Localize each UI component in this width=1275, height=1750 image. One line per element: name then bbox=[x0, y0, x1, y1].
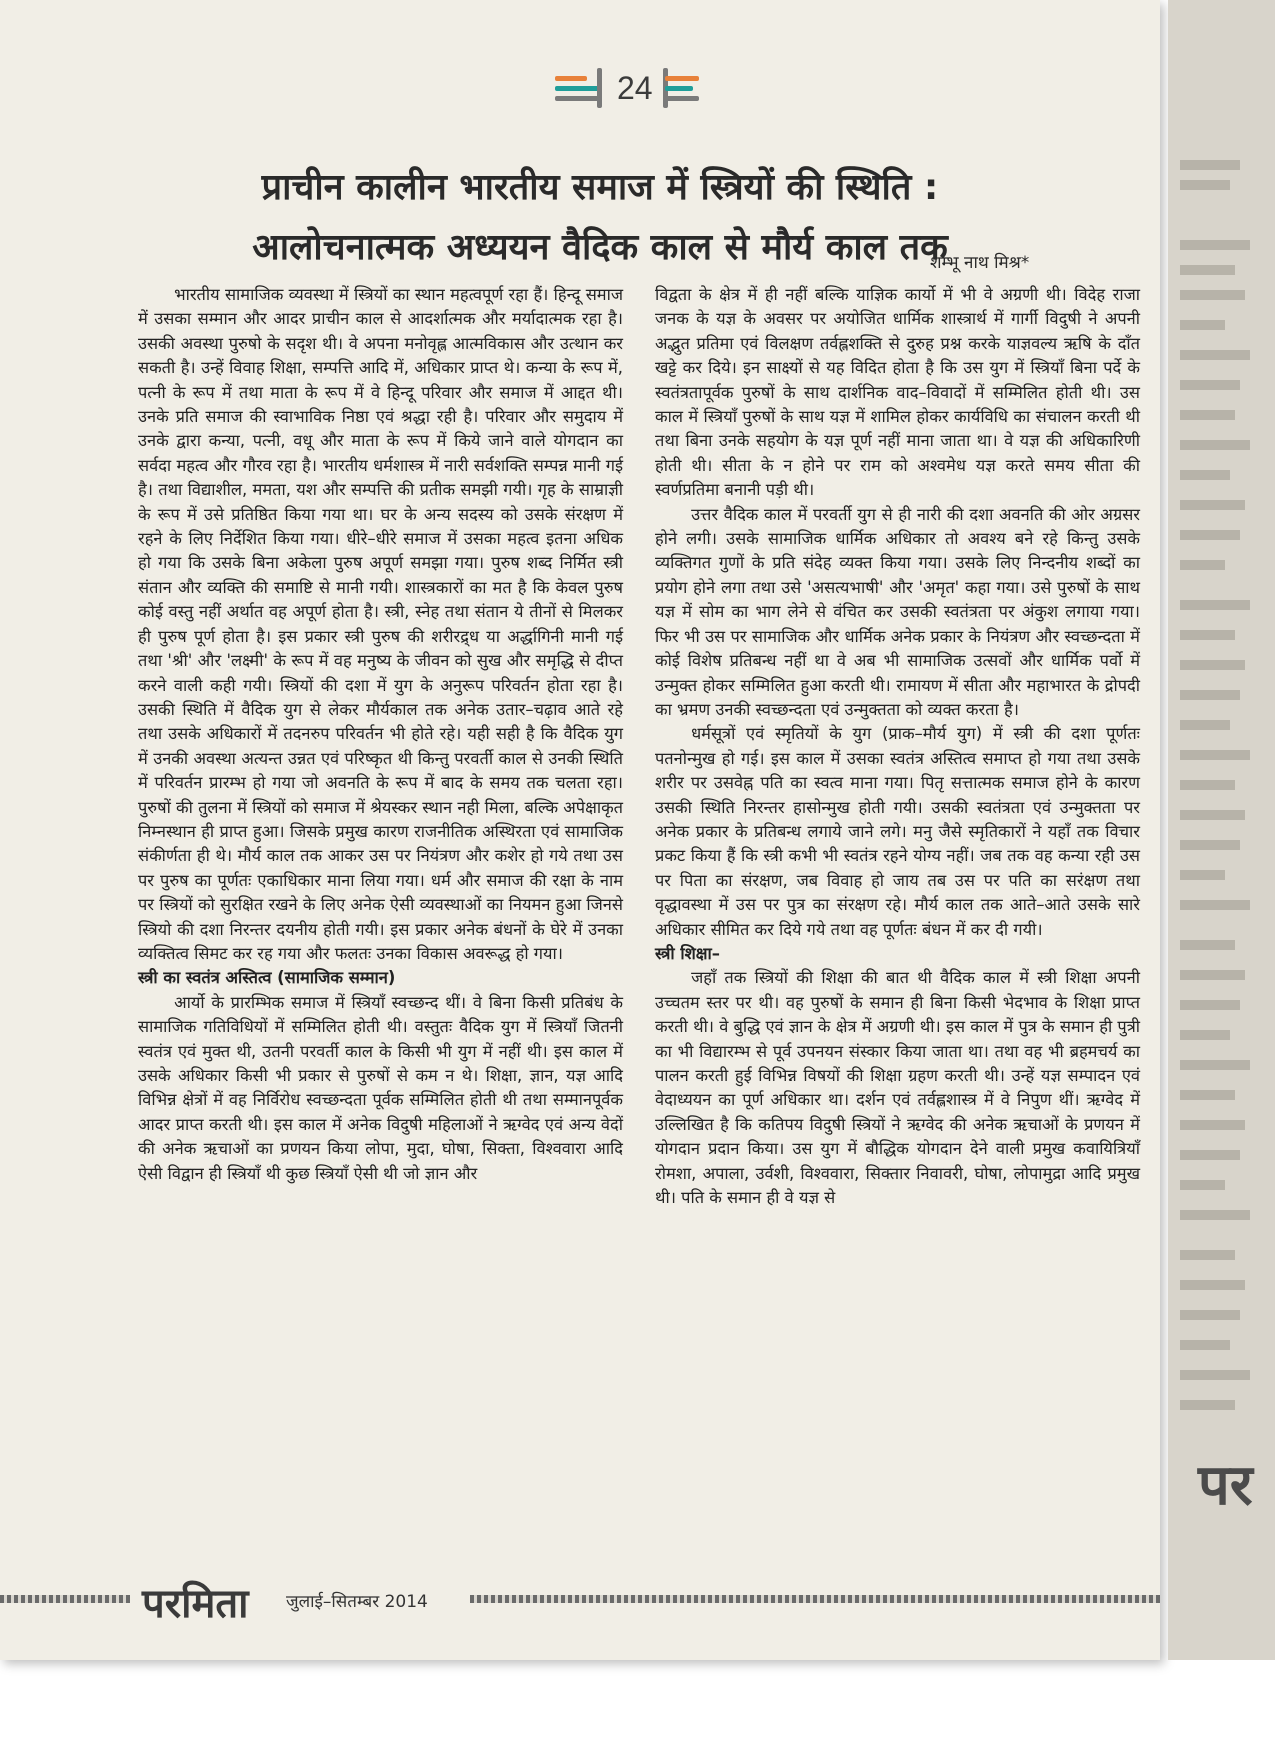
ghost-text-line bbox=[1180, 970, 1245, 980]
ornament-bar-right-bottom bbox=[665, 96, 699, 101]
ghost-text-line bbox=[1180, 1250, 1235, 1260]
ghost-text-line bbox=[1180, 560, 1225, 570]
ghost-text-line bbox=[1180, 1370, 1250, 1380]
ornament-bar-left-mid bbox=[555, 86, 599, 91]
ghost-text-line bbox=[1180, 530, 1240, 540]
ghost-text-line bbox=[1180, 750, 1250, 760]
ghost-text-line bbox=[1180, 470, 1230, 480]
paragraph: विद्वता के क्षेत्र में ही नहीं बल्कि याज्ञिक कार्यो में भी वे अग्रणी थी। विदेह राजा जनक के यज्ञ के अवसर पर अयोजित धार्मिक शास्त्रार्थ में गार्गी विदुषी ने अपनी अद्भुत प्रतिमा एवं विलक्षण तर्वह्लशक्ति से दुरुह प्रश्न करके याज्ञवल्य ऋषि के दाँत खट्टे कर दिये। इन साक्ष्यों से यह विदित होता है कि उस युग में स्त्रियाँ बिना पर्दे के स्वतंत्रतापूर्वक पुरुषों के साथ दार्शनिक वाद–विवादों में सम्मिलित होती थी। उस काल में स्त्रियाँ पुरुषों के साथ यज्ञ में शामिल होकर कार्यविधि का संचालन करती थी तथा बिना उनके सहयोग के यज्ञ पूर्ण नहीं माना जाता था। वे यज्ञ की अधिकारिणी होती थी। सीता के न होने पर राम को अश्वमेध यज्ञ करते समय सीता की स्वर्णप्रतिमा बनानी पड़ी थी। bbox=[655, 285, 1140, 500]
ghost-text-line bbox=[1180, 1280, 1245, 1290]
section-heading: स्त्री शिक्षा– bbox=[655, 943, 720, 963]
ghost-text-line bbox=[1180, 440, 1250, 450]
page-footer bbox=[0, 1580, 1160, 1627]
ghost-text-line bbox=[1180, 1090, 1235, 1100]
right-column bbox=[655, 283, 1140, 1210]
paragraph: जहाँ तक स्त्रियों की शिक्षा की बात थी वैदिक काल में स्त्री शिक्षा अपनी उच्चतम स्तर पर थी। वह पुरुषों के समान ही बिना किसी भेदभाव के शिक्षा प्राप्त करती थी। वे बुद्धि एवं ज्ञान के क्षेत्र में अग्रणी थी। इस काल में पुत्र के समान ही पुत्री का भी विद्यारम्भ से पूर्व उपनयन संस्कार किया जाता था। तथा वह भी ब्रहमचर्य का पालन करती हुई विभिन्न विषयों की शिक्षा ग्रहण करती थी। उन्हें यज्ञ सम्पादन एवं वेदाध्ययन का पूर्ण अधिकार था। दर्शन एवं तर्वह्लशास्त्र में वे निपुण थीं। ऋग्वेद में उल्लिखित है कि कतिपय विदुषी स्त्रियों ने ऋग्वेद की अनेक ऋचाओं के प्रणयन में योगदान प्रदान किया। उस युग में बौद्धिक योगदान देने वाली प्रमुख कवायित्रियाँ रोमशा, अपाला, उर्वशी, विश्ववारा, सिक्तार निवावरी, घोषा, लोपामुद्रा आदि प्रमुख थी। पति के समान ही वे यज्ञ से bbox=[655, 968, 1141, 1208]
magazine-logo: परमिता bbox=[142, 1580, 249, 1627]
ghost-text-line bbox=[1180, 1180, 1225, 1190]
ghost-text-line bbox=[1180, 500, 1245, 510]
ghost-text-line bbox=[1180, 290, 1245, 300]
ghost-text-line bbox=[1180, 1120, 1245, 1130]
ghost-text-line bbox=[1180, 1060, 1250, 1070]
ghost-text-line bbox=[1180, 180, 1230, 190]
next-page-edge bbox=[1168, 0, 1275, 1660]
ghost-text-line bbox=[1180, 900, 1250, 910]
ornament-bar-right-top bbox=[665, 76, 699, 81]
ghost-text-line bbox=[1180, 780, 1235, 790]
ghost-text-line bbox=[1180, 350, 1250, 360]
page-number: 24 bbox=[617, 70, 653, 106]
section-heading: स्त्री का स्वतंत्र अस्तित्व (सामाजिक सम्मान) bbox=[138, 968, 396, 988]
ghost-text-line bbox=[1180, 870, 1225, 880]
ghost-text-line bbox=[1180, 1150, 1240, 1160]
ornament-bar-left-top bbox=[555, 76, 587, 81]
left-column bbox=[138, 283, 623, 1186]
ghost-text-line bbox=[1180, 600, 1250, 610]
paragraph: भारतीय सामाजिक व्यवस्था में स्त्रियों का स्थान महत्वपूर्ण रहा हैं। हिन्दू समाज में उसका सम्मान और आदर प्राचीन काल से आदर्शात्मक और मर्यादात्मक रहा है। उसकी अवस्था पुरुषो के सदृश थी। वे अपना मनोवृह्ल आत्मविकास और उत्थान कर सकती है। उन्हें विवाह शिक्षा, सम्पत्ति आदि में, अधिकार प्राप्त थे। कन्या के रूप में, पत्नी के रूप में तथा माता के रूप में वे हिन्दू परिवार और समाज में आद्दत थी। उनके प्रति समाज की स्वाभाविक निष्ठा एवं श्रद्धा रही है। परिवार और समुदाय में उनके द्वारा कन्या, पत्नी, वधू और माता के रूप में किये जाने वाले योगदान का सर्वदा महत्व और गौरव रहा है। भारतीय धर्मशास्त्र में नारी सर्वशक्ति सम्पन्न मानी गई है। तथा विद्याशील, ममता, यश और सम्पत्ति की प्रतीक समझी गयी। गृह के साम्राज्ञी के रूप में उसे प्रतिष्ठित किया गया था। घर के अन्य सदस्य को उसके संरक्षण में रहने के लिए निर्देशित किया गया। धीरे–धीरे समाज में उसका महत्व इतना अधिक हो गया कि उसके बिना अकेला पुरुष अपूर्ण समझा गया। पुरुष शब्द निर्मित स्त्री संतान और व्यक्ति की समाष्टि से मानी गयी। शास्त्रकारों का मत है कि केवल पुरुष कोई वस्तु नहीं अर्थात वह अपूर्ण होता है। स्त्री, स्नेह तथा संतान ये तीनों से मिलकर ही पुरुष पूर्ण होता है। इस प्रकार स्त्री पुरुष की शरीरद्र्ध या अर्द्धागिनी मानी गई तथा 'श्री' और 'लक्ष्मी' के रूप में वह मनुष्य के जीवन को सुख और समृद्धि से दीप्त करने वाली कही गयी। स्त्रियों की दशा में युग के अनुरूप परिवर्तन होता रहा है। उसकी स्थिति में वैदिक युग से लेकर मौर्यकाल तक अनेक उतार–चढ़ाव आते रहे तथा उसके अधिकारों में तदनरुप परिवर्तन भी होते रहे। यही सही है कि वैदिक युग में उनकी अवस्था अत्यन्त उन्नत एवं परिष्कृत थी किन्तु परवर्ती काल से उनकी स्थिति में परिवर्तन प्रारम्भ हो गया जो अवनति के रूप में बाद के समय तक चलता रहा। पुरुषों की तुलना में स्त्रियों को समाज में श्रेयस्कर स्थान नही मिला, बल्कि अपेक्षाकृत निम्नस्थान ही प्राप्त हुआ। जिसके प्रमुख कारण राजनीतिक अस्थिरता एवं सामाजिक संकीर्णता ही थे। मौर्य काल तक आकर उस पर नियंत्रण और कशेर हो गये तथा उस पर पुरुष का पूर्णतः एकाधिकार माना लिया गया। धर्म और समाज की रक्षा के नाम पर स्त्रियों को सुरक्षित रखने के लिए अनेक ऐसी व्यवस्थाओं का नियमन हुआ जिनसे स्त्रियो की दशा निरन्तर दयनीय होती गयी। इस प्रकार अनेक बंधनों के घेरे में उनका व्यक्तित्व सिमट कर रह गया और फलतः उनका विकास अवरूद्ध हो गया। bbox=[138, 285, 623, 963]
page-number-ornament bbox=[555, 62, 715, 122]
paragraph: आर्यो के प्रारम्भिक समाज में स्त्रियाँ स्वच्छन्द थीं। वे बिना किसी प्रतिबंध के सामाजिक गतिविधियों में सम्मिलित होती थी। वस्तुतः वैदिक युग में स्त्रियाँ जितनी स्वतंत्र एवं मुक्त थी, उतनी परवर्ती काल के किसी भी युग में नहीं थी। इस काल में उसके अधिकार किसी भी प्रकार से पुरुषों से कम न थे। शिक्षा, ज्ञान, यज्ञ आदि विभिन्न क्षेत्रों में वह निर्विरोध स्वच्छन्दता पूर्वक सम्मिलित होती थी तथा सम्मानपूर्वक आदर प्राप्त करती थी। इस काल में अनेक विदुषी महिलाओं ने ऋग्वेद एवं अन्य वेदों की अनेक ऋचाओं का प्रणयन किया लोपा, मुदा, घोषा, सिक्ता, विश्ववारा आदि ऐसी विद्वान ही स्त्रियाँ थी कुछ स्त्रियाँ ऐसी थी जो ज्ञान और bbox=[138, 992, 623, 1183]
ghost-text-line bbox=[1180, 1400, 1235, 1410]
ghost-text-line bbox=[1180, 660, 1245, 670]
ghost-text-line bbox=[1180, 320, 1225, 330]
ghost-text-line bbox=[1180, 1030, 1230, 1040]
ghost-text-line bbox=[1180, 1210, 1250, 1220]
ghost-text-line bbox=[1180, 1310, 1240, 1320]
ghost-text-line bbox=[1180, 410, 1235, 420]
ghost-text-line bbox=[1180, 690, 1240, 700]
ghost-text-line bbox=[1180, 1340, 1230, 1350]
paragraph: उत्तर वैदिक काल में परवर्ती युग से ही नारी की दशा अवनति की ओर अग्रसर होने लगी। उसके सामाजिक धार्मिक अधिकार तो अवश्य बने रहे किन्तु उसके व्यक्तिगत गुणों के प्रति संदेह व्यक्त किया गया। उसके लिए निन्दनीय शब्दों का प्रयोग होने लगा तथा उसे 'असत्यभाषी' और 'अमृत' कहा गया। उसे पुरुषों के साथ यज्ञ में सोम का भाग लेने से वंचित कर उसकी स्वतंत्रता पर अंकुश लगाया गया। फिर भी उस पर सामाजिक और धार्मिक अनेक प्रकार के नियंत्रण और स्वच्छन्दता में कोई विशेष प्रतिबन्ध नहीं था वे अब भी सामाजिक उत्सवों और धार्मिक पर्वो में उन्मुक्त होकर सम्मिलित हुआ करती थी। रामायण में सीता और महाभारत के द्रोपदी का भ्रमण उनकी स्वच्छन्दता एवं उन्मुक्तता को व्यक्त करता है। bbox=[655, 504, 1140, 719]
ghost-text-line bbox=[1180, 1000, 1240, 1010]
ghost-text-line bbox=[1180, 240, 1250, 250]
article-title: प्राचीन कालीन भारतीय समाज में स्त्रियों की स्थिति : आलोचनात्मक अध्ययन वैदिक काल से मौर्य काल तक bbox=[252, 167, 948, 268]
ghost-text-line bbox=[1180, 840, 1240, 850]
ghost-text-line bbox=[1180, 940, 1235, 950]
ghost-text-line bbox=[1180, 160, 1240, 170]
ornament-bar-left-vertical bbox=[597, 68, 602, 108]
ornament-bar-left-bottom bbox=[555, 96, 599, 101]
ghost-text-line bbox=[1180, 720, 1230, 730]
ornament-bar-right-mid bbox=[665, 86, 693, 91]
issue-date: जुलाई–सितम्बर 2014 bbox=[286, 1592, 428, 1612]
ghost-text-line bbox=[1180, 265, 1235, 275]
ghost-text-line bbox=[1180, 630, 1235, 640]
author-name: शम्भू नाथ मिश्र* bbox=[930, 253, 1030, 273]
paragraph: धर्मसूत्रों एवं स्मृतियों के युग (प्राक–मौर्य युग) में स्त्री की दशा पूर्णतः पतनोन्मुख हो गई। इस काल में उसका स्वतंत्र अस्तित्व समाप्त हो गया तथा उसके शरीर पर उसवेह्न पति का स्वत्व माना गया। पितृ सत्तात्मक समाज होने के कारण उसकी स्थिति निरन्तर हासोन्मुख होती गयी। उसकी स्वतंत्रता एवं उन्मुक्तता पर अनेक प्रकार के प्रतिबन्ध लगाये जाने लगे। मनु जैसे स्मृतिकारों ने यहाँ तक विचार प्रकट किया हैं कि स्त्री कभी भी स्वतंत्र रहने योग्य नहीं। जब तक वह कन्या रही उस पर पिता का संरक्षण, जब विवाह हो जाय तब उस पर पति का सरंक्षण तथा वृद्धावस्था में उस पर पुत्र का संरक्षण रहे। मौर्य काल तक आते–आते उसके सारे अधिकार सीमित कर दिये गये तथा वह पूर्णतः बंधन में कर दी गयी। bbox=[655, 724, 1140, 939]
ghost-text-line bbox=[1180, 380, 1240, 390]
footer-dotted-rule bbox=[0, 1595, 130, 1603]
footer-dotted-rule bbox=[470, 1595, 1160, 1603]
next-page-logo-fragment: पर bbox=[1198, 1453, 1253, 1518]
ghost-text-line bbox=[1180, 810, 1245, 820]
